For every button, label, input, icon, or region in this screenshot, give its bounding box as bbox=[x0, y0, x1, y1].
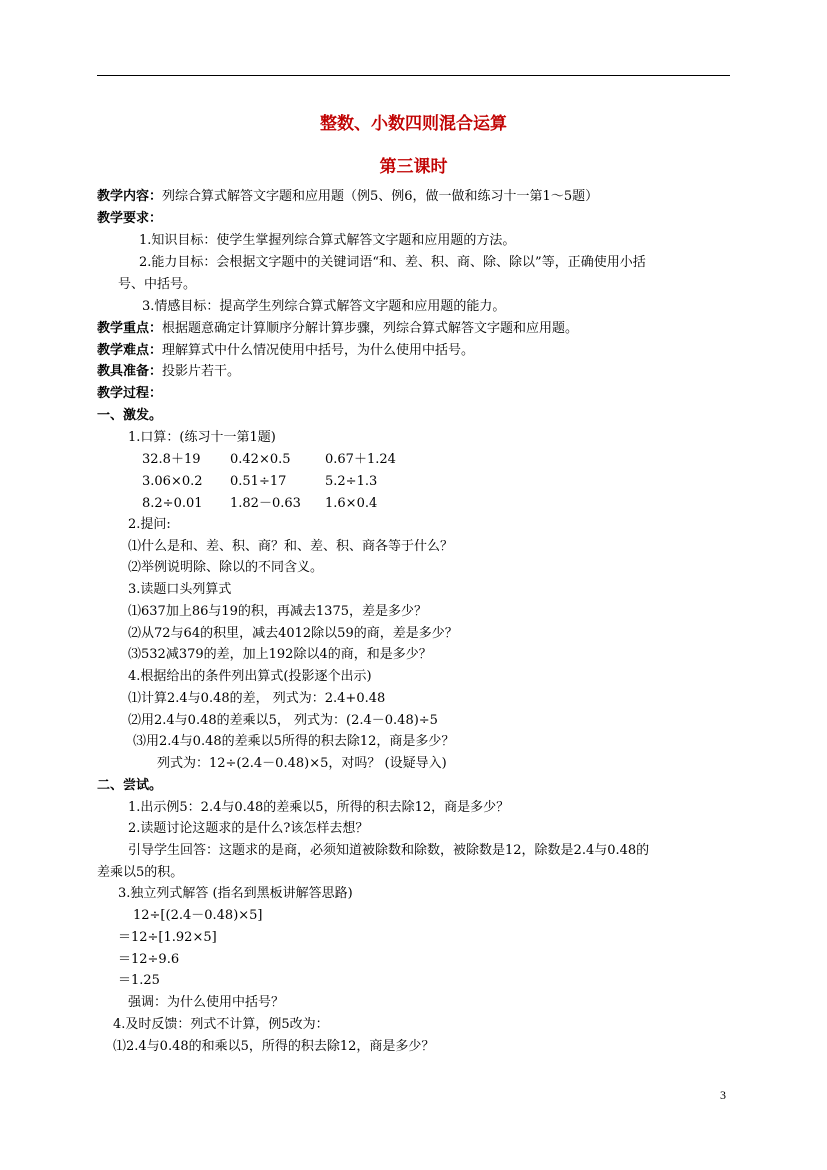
guided-answer-cont: 差乘以5的积。 bbox=[97, 865, 184, 880]
keypoint-line: 教学重点：根据题意确定计算顺序分解计算步骤，列综合算式解答文字题和应用题。 bbox=[97, 321, 579, 336]
materials-line: 教具准备：投影片若干。 bbox=[97, 364, 241, 379]
oral-formula-3: ⑶532减379的差，加上192除以4的商，和是多少？ bbox=[128, 647, 432, 662]
header-rule bbox=[97, 75, 730, 76]
question-1: ⑴什么是和、差、积、商？和、差、积、商各等于什么？ bbox=[128, 539, 454, 554]
calc-step-1: 12÷[(2.4－0.48)×5] bbox=[133, 908, 263, 923]
content-line bbox=[97, 188, 598, 205]
oral-calc-cell: 8.2÷0.01 bbox=[142, 496, 203, 511]
feedback-heading: 4.及时反馈：列式不计算，例5改为： bbox=[113, 1017, 329, 1032]
requirement-1: 1.知识目标：使学生掌握列综合算式解答文字题和应用题的方法。 bbox=[139, 233, 516, 248]
requirement-3: 3.情感目标：提高学生列综合算式解答文字题和应用题的能力。 bbox=[142, 299, 506, 314]
section-1-heading: 一、激发。 bbox=[97, 408, 163, 423]
calc-step-3: ＝12÷9.6 bbox=[118, 952, 180, 967]
condition-1: ⑴计算2.4与0.48的差， 列式为：2.4+0.48 bbox=[128, 691, 386, 706]
oral-calc-heading: 1.口算：(练习十一第1题) bbox=[128, 430, 276, 445]
guided-answer: 引导学生回答：这题求的是商，必须知道被除数和除数，被除数是12，除数是2.4与0.48的 bbox=[128, 843, 650, 858]
discussion: 2.读题讨论这题求的是什么?该怎样去想？ bbox=[128, 821, 369, 836]
example-5: 1.出示例5：2.4与0.48的差乘以5，所得的积去除12，商是多少？ bbox=[128, 800, 510, 815]
oral-calc-cell: 1.82－0.63 bbox=[230, 496, 301, 511]
oral-formula-2: ⑵从72与64的积里，减去4012除以59的商，差是多少？ bbox=[128, 626, 458, 641]
requirements-label: 教学要求： bbox=[97, 211, 163, 226]
oral-calc-cell: 0.42×0.5 bbox=[230, 452, 291, 467]
oral-formula-1: ⑴637加上86与19的积，再减去1375，差是多少？ bbox=[128, 604, 427, 619]
content-label: 教学内容： bbox=[97, 189, 163, 204]
condition-3-formula: 列式为：12÷(2.4－0.48)×5，对吗？ (设疑导入) bbox=[157, 756, 447, 771]
conditions-heading: 4.根据给出的条件列出算式(投影逐个出示) bbox=[128, 669, 372, 684]
requirement-2-cont: 号、中括号。 bbox=[118, 277, 197, 292]
oral-calc-cell: 1.6×0.4 bbox=[325, 496, 378, 511]
oral-calc-cell: 32.8＋19 bbox=[142, 452, 201, 467]
independent-solve: 3.独立列式解答 (指名到黑板讲解答思路) bbox=[118, 886, 353, 901]
page-subtitle: 第三课时 bbox=[379, 157, 448, 177]
process-label: 教学过程： bbox=[97, 386, 163, 401]
page-number: 3 bbox=[720, 1088, 726, 1102]
section-2-heading: 二、尝试。 bbox=[97, 778, 163, 793]
calc-step-2: ＝12÷[1.92×5] bbox=[118, 930, 217, 945]
questions-heading: 2.提问: bbox=[128, 517, 171, 532]
question-2: ⑵举例说明除、除以的不同含义。 bbox=[128, 560, 324, 575]
oral-calc-cell: 0.51÷17 bbox=[230, 474, 287, 489]
page-title: 整数、小数四则混合运算 bbox=[320, 114, 507, 134]
condition-3: ⑶用2.4与0.48的差乘以5所得的积去除12，商是多少？ bbox=[133, 734, 455, 749]
oral-calc-cell: 5.2÷1.3 bbox=[325, 474, 378, 489]
feedback-1: ⑴2.4与0.48的和乘以5，所得的积去除12，商是多少？ bbox=[113, 1039, 435, 1054]
oral-calc-cell: 3.06×0.2 bbox=[142, 474, 203, 489]
content-text: 列综合算式解答文字题和应用题（例5、例6，做一做和练习十一第1～5题） bbox=[162, 189, 599, 204]
condition-2: ⑵用2.4与0.48的差乘以5， 列式为：(2.4－0.48)÷5 bbox=[128, 713, 438, 728]
emphasis: 强调：为什么使用中括号？ bbox=[128, 995, 285, 1010]
requirement-2: 2.能力目标：会根据文字题中的关键词语“和、差、积、商、除、除以”等，正确使用小括 bbox=[139, 255, 646, 270]
oral-calc-cell: 0.67＋1.24 bbox=[325, 452, 396, 467]
calc-step-4: ＝1.25 bbox=[118, 973, 160, 988]
difficulty-line: 教学难点：理解算式中什么情况使用中括号，为什么使用中括号。 bbox=[97, 343, 475, 358]
oral-formula-heading: 3.读题口头列算式 bbox=[128, 582, 232, 597]
